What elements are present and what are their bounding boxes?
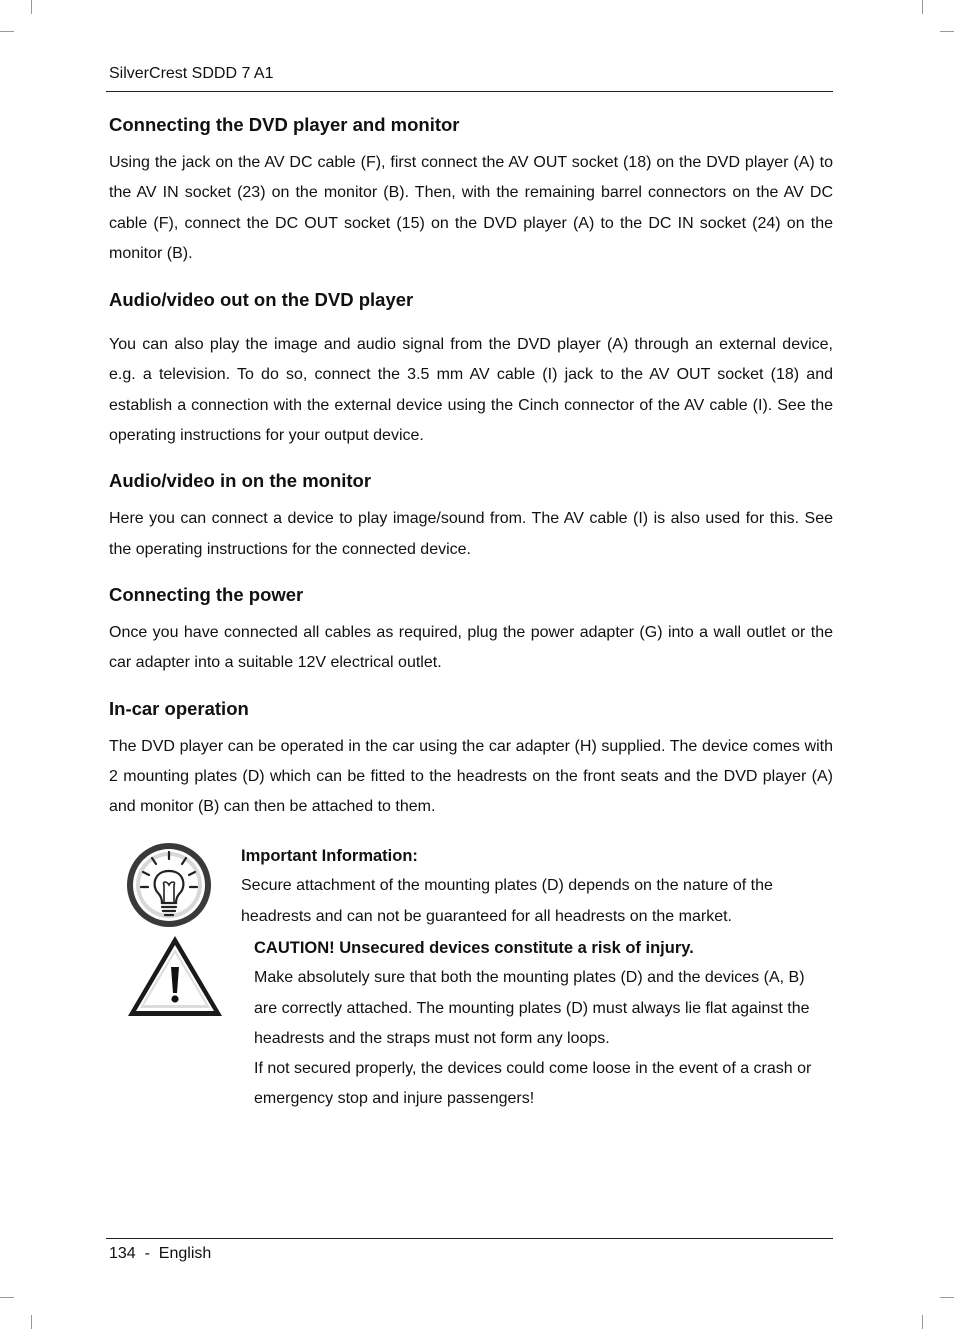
footer-rule xyxy=(106,1238,833,1239)
lightbulb-icon xyxy=(125,841,213,929)
section-heading: In-car operation xyxy=(109,697,249,719)
section-av-out xyxy=(109,285,833,451)
important-information-label: Important Information: xyxy=(241,847,418,865)
note-line: headrests and can not be guaranteed for all headrests on the market. xyxy=(241,907,732,925)
note-line: Secure attachment of the mounting plates (D) depends on the nature of the xyxy=(241,877,773,895)
crop-mark xyxy=(31,1315,32,1329)
section-heading: Audio/video in on the monitor xyxy=(109,470,372,492)
caution-note xyxy=(254,933,833,1115)
section-body: The DVD player can be operated in the car using the car adapter (H) supplied. The device comes with 2 mounting plates (D) which can be fitted to the headrests on the front seats and the DVD player (A) and monitor (B) can then be attached to them. xyxy=(109,737,833,816)
document-header-title: SilverCrest SDDD 7 A1 xyxy=(109,65,274,82)
section-connecting-power xyxy=(109,580,833,679)
caution-label: CAUTION! Unsecured devices constitute a risk of injury. xyxy=(254,939,694,957)
crop-mark xyxy=(940,31,954,32)
crop-mark xyxy=(922,0,923,14)
note-line: headrests and the straps must not form any loops. xyxy=(254,1029,610,1047)
section-av-in xyxy=(109,466,833,565)
warning-triangle-icon xyxy=(126,934,224,1018)
section-connecting-dvd-monitor xyxy=(109,110,833,269)
note-line: emergency stop and injure passengers! xyxy=(254,1090,535,1108)
crop-mark xyxy=(0,31,14,32)
note-line: If not secured properly, the devices could come loose in the event of a crash or xyxy=(254,1060,812,1078)
header-rule xyxy=(106,91,833,92)
section-body: You can also play the image and audio signal from the DVD player (A) through an external device, e.g. a television. To do so, connect the 3.5 mm AV cable (I) jack to the AV OUT socket (18) and establish a connection with the external device using the Cinch connector of the AV cable (I). See the operating instructions for your output device. xyxy=(109,336,833,445)
section-heading: Audio/video out on the DVD player xyxy=(109,289,414,311)
crop-mark xyxy=(31,0,32,14)
crop-mark xyxy=(922,1315,923,1329)
section-heading: Connecting the power xyxy=(109,583,304,605)
note-line: are correctly attached. The mounting plates (D) must always lie flat against the xyxy=(254,999,810,1017)
page-number: 134 - English xyxy=(109,1245,212,1262)
notes-block xyxy=(109,840,833,1130)
section-body: Here you can connect a device to play image/sound from. The AV cable (I) is also used for this. See the operating instructions for the connected device. xyxy=(109,510,833,558)
crop-mark xyxy=(940,1297,954,1298)
section-heading: Connecting the DVD player and monitor xyxy=(109,114,460,135)
main-content xyxy=(109,110,833,822)
section-body: Once you have connected all cables as required, plug the power adapter (G) into a wall outlet or the car adapter into a suitable 12V electrical outlet. xyxy=(109,623,833,672)
note-line: Make absolutely sure that both the mounting plates (D) and the devices (A, B) xyxy=(254,969,805,987)
crop-mark xyxy=(0,1297,14,1298)
section-body: Using the jack on the AV DC cable (F), first connect the AV OUT socket (18) on the DVD player (A) to the AV IN socket (23) on the monitor (B). Then, with the remaining barrel connectors on the AV DC cable (F), connect the DC OUT socket (15) on the DVD player (A) to the DC IN socket (24) on the monitor (B). xyxy=(109,154,833,262)
important-information-note xyxy=(241,841,833,932)
section-in-car-operation xyxy=(109,694,833,823)
